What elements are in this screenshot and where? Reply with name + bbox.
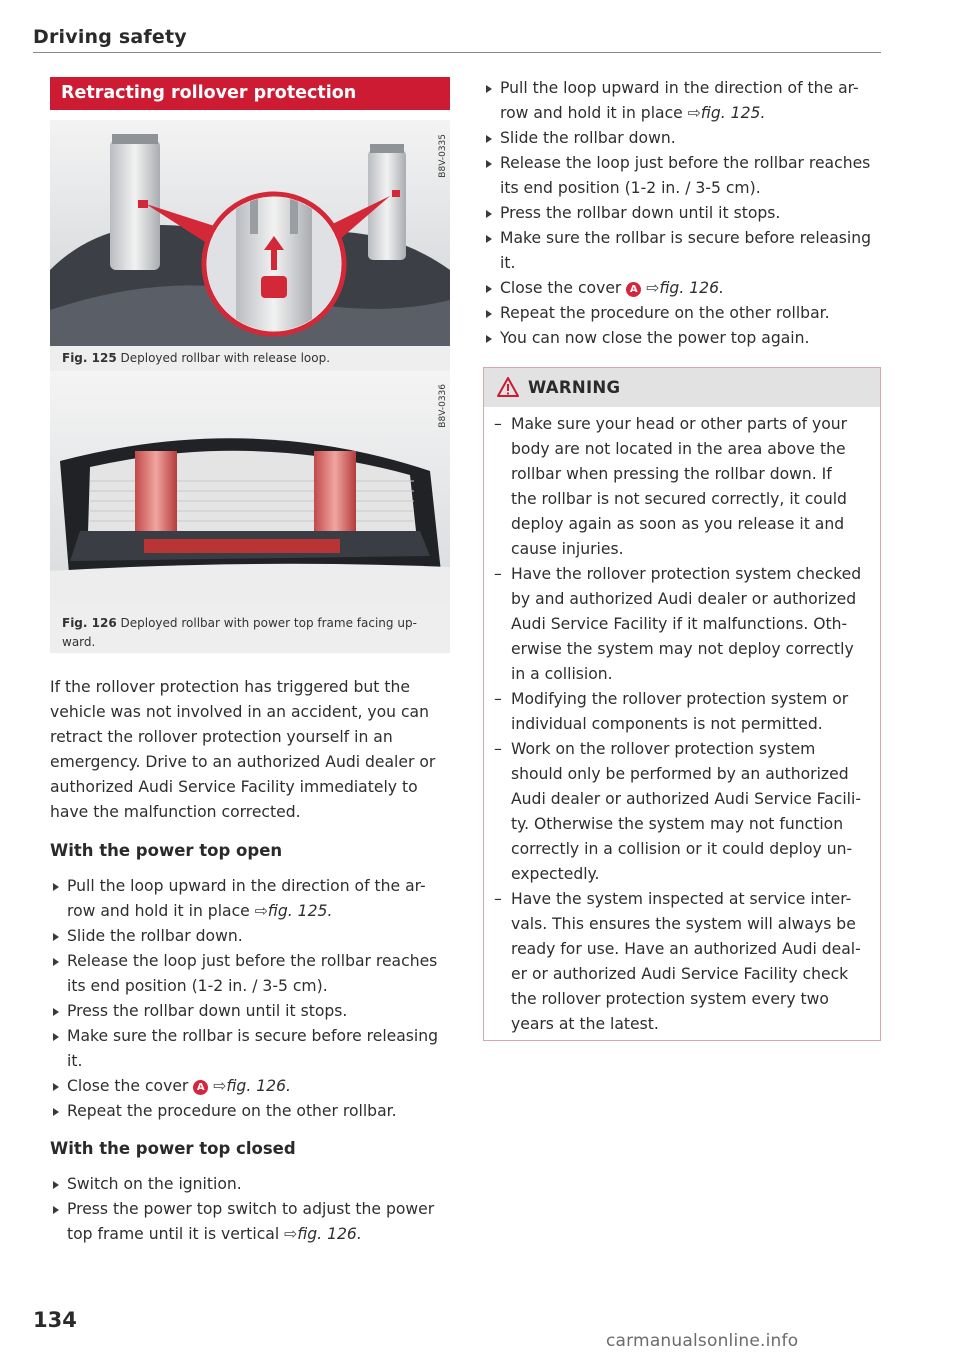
figure-label: Fig. 126 [62,616,117,630]
list-item: Make sure the rollbar is secure before releasing it. [483,226,883,276]
figure-caption-text: Deployed rollbar with release loop. [120,351,331,365]
list-item: Repeat the procedure on the other rollbar. [483,301,883,326]
warning-item: – Have the rollover protection system checked by and authorized Audi dealer or authorized Audi Service Facility if it malfunctions. Oth- erwise the system may not deploy correctly in a collision. [494,562,870,687]
running-header: Driving safety [33,26,187,48]
figure-link[interactable]: fig. 126. [226,1077,291,1095]
figure-link[interactable]: fig. 126. [297,1225,362,1243]
list-item: Slide the rollbar down. [50,924,455,949]
subheading-power-top-closed: With the power top closed [50,1139,296,1158]
warning-list [494,412,870,1037]
power-top-closed-steps [50,1172,455,1247]
list-item: You can now close the power top again. [483,326,883,351]
list-item: Make sure the rollbar is secure before releasing it. [50,1024,455,1074]
list-item: Close the cover A ⇨fig. 126. [483,276,883,301]
figure-link[interactable]: fig. 125. [700,104,766,122]
subheading-power-top-open: With the power top open [50,841,283,860]
rollbar-power-top-illustration [50,371,450,606]
warning-title: WARNING [528,378,621,397]
warning-header [484,368,880,407]
text-line: If the rollover protection has triggered but the [50,678,410,696]
arrow-right-icon: ⇨ [213,1077,227,1095]
watermark: carmanualsonline.info [606,1331,799,1351]
power-top-open-steps [50,874,455,1124]
figure-label: Fig. 125 [62,351,117,365]
list-item: Pull the loop upward in the direction of the ar- row and hold it in place ⇨fig. 125. [50,874,455,924]
figure-caption-text-continued: ward. [62,635,96,649]
callout-marker: A [193,1080,208,1095]
figure-caption [62,614,438,652]
list-item: Slide the rollbar down. [483,126,883,151]
figure-125 [50,120,450,372]
text-line: authorized Audi Service Facility immediately to [50,778,418,796]
list-item: Press the rollbar down until it stops. [483,201,883,226]
header-divider [33,52,881,53]
figure-code: B8V-0336 [438,384,448,428]
figure-code: B8V-0335 [438,134,448,178]
figure-126 [50,371,450,653]
text-line: have the malfunction corrected. [50,803,301,821]
list-item: Close the cover A ⇨fig. 126. [50,1074,455,1099]
section-title: Retracting rollover protection [50,77,450,110]
warning-item: – Have the system inspected at service inter- vals. This ensures the system will always be ready for use. Have an authorized Audi deal- er or authorized Audi Service Facility check the rollover protection system every two years at the latest. [494,887,870,1037]
text-line: retract the rollover protection yourself in an [50,728,393,746]
warning-item: – Work on the rollover protection system should only be performed by an authorized Audi dealer or authorized Audi Service Facili- ty. Otherwise the system may not function correctly in a collision or it could deploy un- expectedly. [494,737,870,887]
arrow-right-icon: ⇨ [646,279,660,297]
list-item: Press the power top switch to adjust the power top frame until it is vertical ⇨fig. 126. [50,1197,455,1247]
list-item: Repeat the procedure on the other rollbar. [50,1099,455,1124]
rollbar-release-loop-image [50,120,450,346]
list-item: Release the loop just before the rollbar reaches its end position (1-2 in. / 3-5 cm). [483,151,883,201]
callout-marker: A [626,282,641,297]
list-item: Switch on the ignition. [50,1172,455,1197]
intro-paragraph [50,675,455,825]
figure-link[interactable]: fig. 125. [267,902,333,920]
warning-item: – Make sure your head or other parts of your body are not located in the area above the rollbar when pressing the rollbar down. If the rollbar is not secured correctly, it could deploy again as soon as you release it and cause injuries. [494,412,870,562]
text-line: vehicle was not involved in an accident, you can [50,703,430,721]
arrow-right-icon: ⇨ [254,902,268,920]
right-column-steps [483,76,883,351]
warning-box [483,367,881,1041]
rollbar-release-loop-illustration [50,120,450,346]
arrow-right-icon: ⇨ [687,104,701,122]
arrow-right-icon: ⇨ [284,1225,298,1243]
warning-triangle-icon [497,377,519,397]
text-line: emergency. Drive to an authorized Audi dealer or [50,753,436,771]
list-item: Pull the loop upward in the direction of the ar- row and hold it in place ⇨fig. 125. [483,76,883,126]
list-item: Release the loop just before the rollbar reaches its end position (1-2 in. / 3-5 cm). [50,949,455,999]
figure-caption [62,349,438,368]
list-item: Press the rollbar down until it stops. [50,999,455,1024]
rollbar-power-top-image [50,371,450,606]
page-number: 134 [33,1308,77,1332]
figure-caption-text: Deployed rollbar with power top frame facing up- [120,616,417,630]
figure-link[interactable]: fig. 126. [659,279,724,297]
warning-item: – Modifying the rollover protection system or individual components is not permitted. [494,687,870,737]
